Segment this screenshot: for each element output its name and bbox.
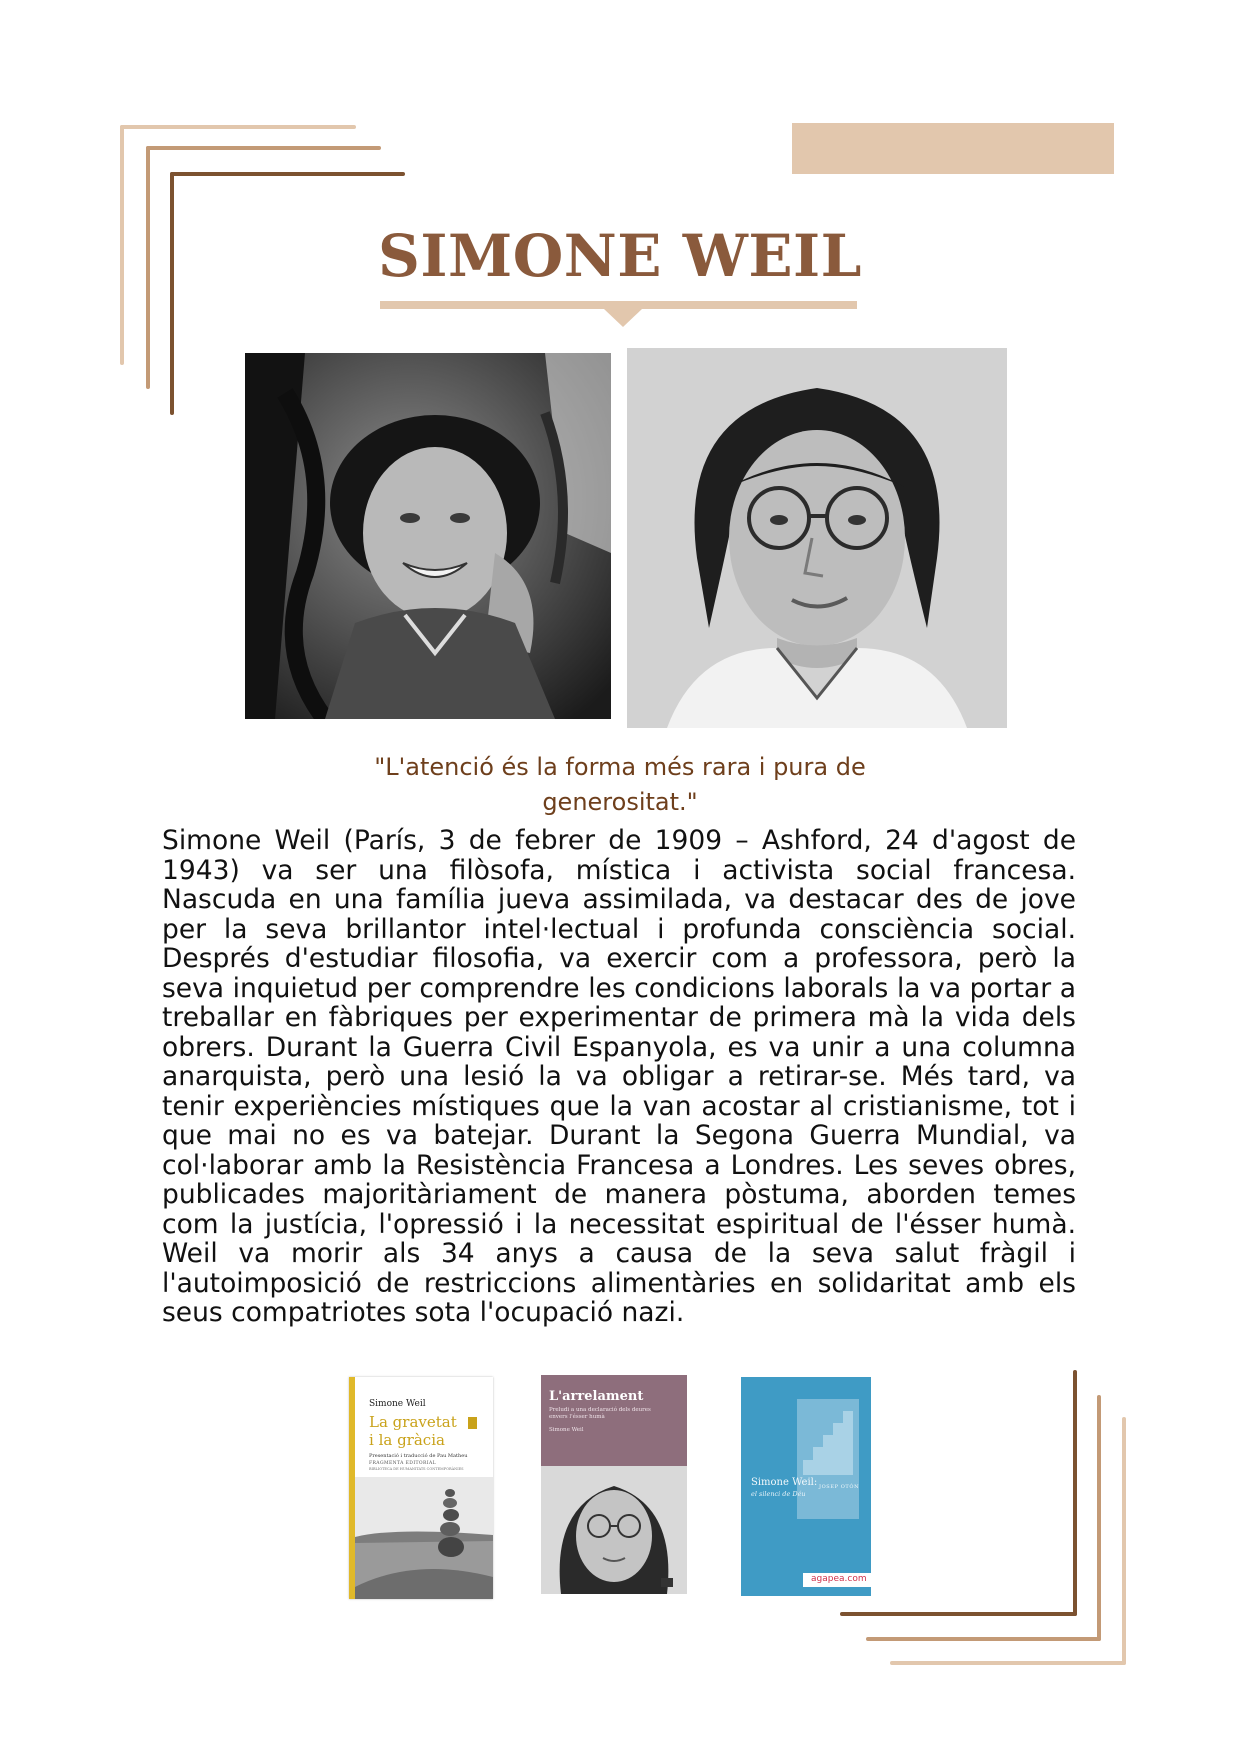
book1-author: Simone Weil xyxy=(369,1399,426,1409)
quote: "L'atenció és la forma més rara i pura de generositat." xyxy=(374,753,866,816)
corner-line-top-left-2-vertical xyxy=(146,146,150,389)
page-title: SIMONE WEIL xyxy=(378,222,862,290)
book3-subtitle: el silenci de Déu xyxy=(751,1490,806,1498)
book3-author: JOSEP OTÓN xyxy=(819,1484,860,1490)
title-pointer xyxy=(604,309,642,327)
title-underline xyxy=(380,301,857,309)
photo-right xyxy=(627,348,1007,728)
corner-line-bottom-right-2-vertical xyxy=(1097,1395,1101,1641)
corner-line-top-left-2-horizontal xyxy=(146,146,381,150)
corner-line-top-left-3-vertical xyxy=(170,172,174,415)
book1-title-line1: La gravetat xyxy=(369,1413,457,1431)
book1-series: BIBLIOTECA DE HUMANITATS CONTEMPORÀNIES xyxy=(369,1467,464,1471)
author-portrait-photo xyxy=(541,1466,687,1594)
book1-publisher: FRAGMENTA EDITORIAL xyxy=(369,1461,436,1466)
book3-watermark: agapea.com xyxy=(811,1574,867,1584)
corner-line-top-left-1-vertical xyxy=(120,125,124,365)
book3-title: Simone Weil: xyxy=(751,1477,818,1488)
biography-text: Simone Weil (París, 3 de febrer de 1909 – Ashford, 24 d'agost de 1943) va ser una filòsofa, mística i activista social francesa. Nascuda en una família jueva assimilada, va destacar des de jove per la seva brillantor intel·lectual i profunda consciència social. Després d'estudiar filosofia, va exercir com a professora, però la seva inquietud per comprendre les condicions laborals la va portar a treballar en fàbriques per experimentar de primera mà la vida dels obrers. Durant la Guerra Civil Espanyola, es va unir a una columna anarquista, però una lesió la va obligar a retirar-se. Més tard, va tenir experiències místiques que la van acostar al cristianisme, tot i que mai no es va batejar. Durant la Segona Guerra Mundial, va col·laborar amb la Resistència Francesa a Londres. Les seves obres, publicades majoritàriament de manera pòstuma, aborden temes com la justícia, l'opressió i la necessitat espiritual de l'ésser humà. Weil va morir als 34 anys a causa de la seva salut fràgil i l'autoimposició de restriccions alimentàries en solidaritat amb els seus compatriotes sota l'ocupació nazi. xyxy=(162,825,1076,1328)
book-cover-larrelament xyxy=(541,1375,687,1594)
book2-subtitle: Preludi a una declaració dels deures envers l'ésser humà xyxy=(549,1407,651,1420)
photo-left xyxy=(245,353,611,719)
smiling-portrait-photo xyxy=(245,353,611,719)
stone-stack-photo xyxy=(355,1477,493,1599)
corner-line-bottom-right-1-vertical xyxy=(1073,1370,1077,1616)
decorative-header-block xyxy=(792,123,1114,174)
book1-subtitle: Presentació i traducció de Pau Matheu xyxy=(369,1453,468,1459)
portrait-with-glasses-photo xyxy=(627,348,1007,728)
stairs-illustration xyxy=(803,1405,853,1475)
book2-title: L'arrelament xyxy=(549,1389,644,1404)
book2-author: Simone Weil xyxy=(549,1427,584,1433)
book1-title-line2: i la gràcia xyxy=(369,1431,445,1449)
corner-line-bottom-right-1-horizontal xyxy=(840,1612,1077,1616)
corner-line-top-left-1-horizontal xyxy=(120,125,356,129)
corner-line-bottom-right-3-vertical xyxy=(1122,1417,1126,1665)
corner-line-top-left-3-horizontal xyxy=(170,172,405,176)
book-cover-el-silenci-de-deu xyxy=(741,1377,871,1596)
book-cover-la-gravetat xyxy=(349,1377,493,1599)
corner-line-bottom-right-3-horizontal xyxy=(890,1661,1126,1665)
corner-line-bottom-right-2-horizontal xyxy=(866,1637,1101,1641)
book1-number-badge xyxy=(468,1417,477,1429)
